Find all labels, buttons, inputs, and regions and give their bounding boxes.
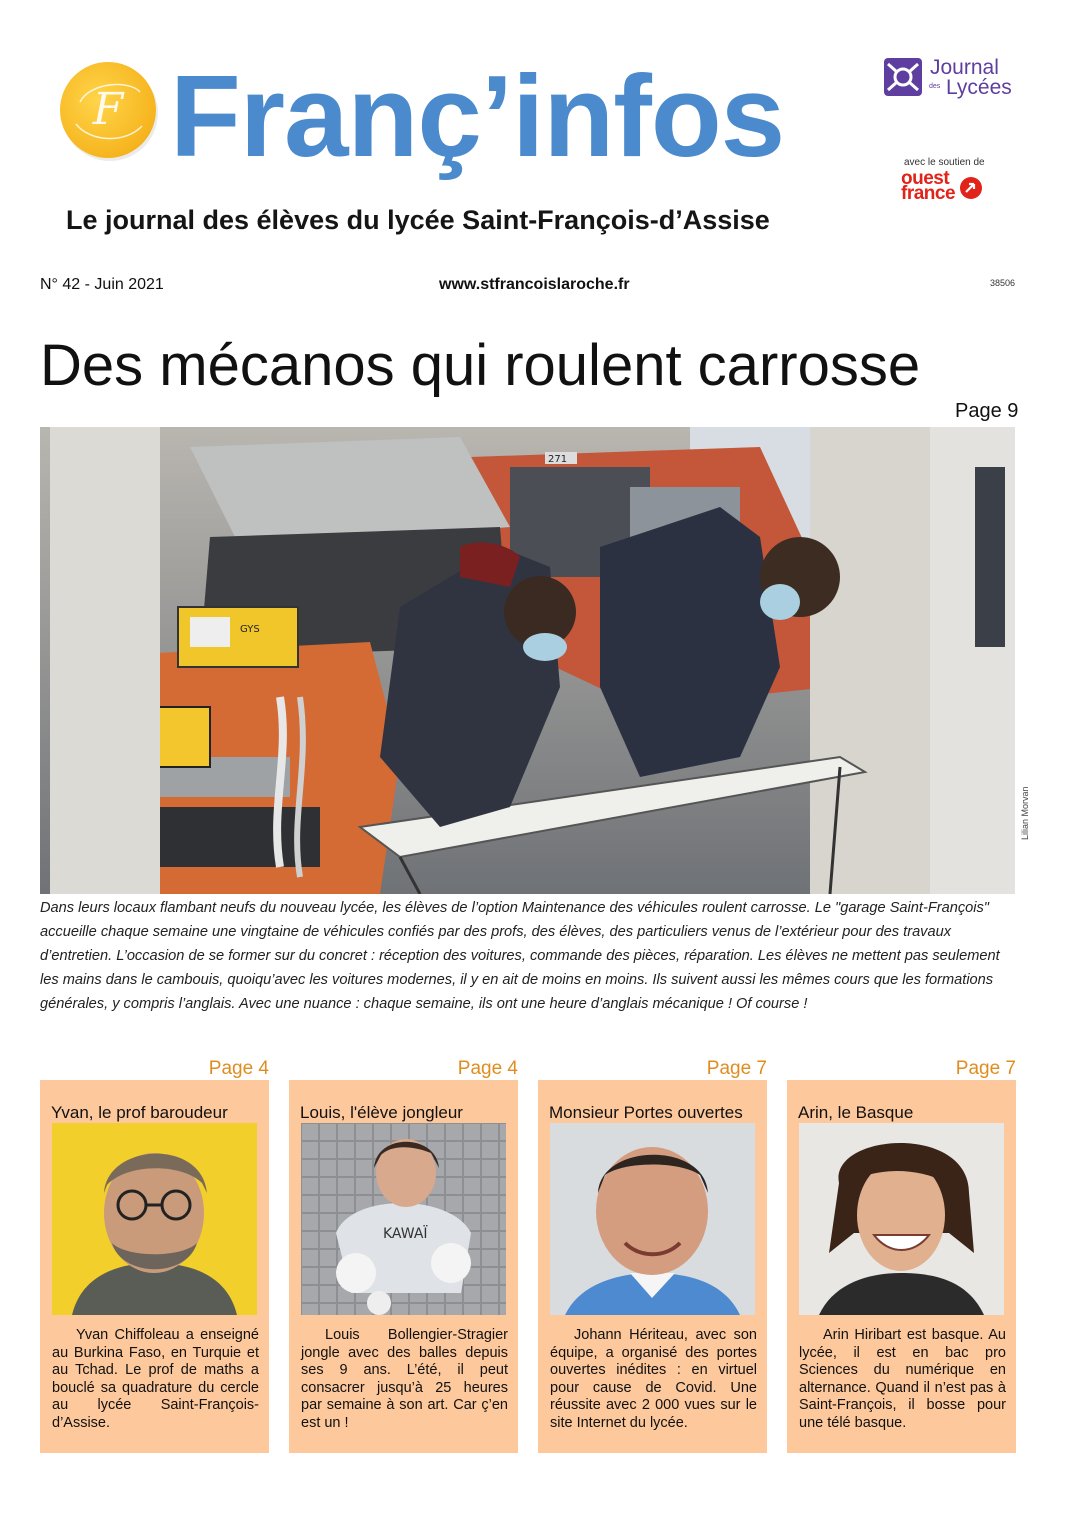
shirt-text: KAWAÏ <box>383 1226 428 1242</box>
ouest-france-word-ouest: ouest <box>901 168 950 189</box>
card-page-ref[interactable]: Page 7 <box>538 1058 767 1080</box>
card-title: Arin, le Basque <box>798 1103 914 1122</box>
main-caption: Dans leurs locaux flambant neufs du nouveau lycée, les élèves de l’option Maintenance des véhicules roulent carrosse. Le "garage Saint-François" accueille chaque semaine une vingtaine de véhicules confiés par des profs, des élèves, des particuliers venus de l’extérieur pour des travaux d’entretien. L’occasion de se former sur du concret : réception des voitures, commande des pièces, réparation. Les élèves ne mettent pas seulement les mains dans le cambouis, quoiqu’avec les voitures modernes, il y en ait de moins en moins. Ils suivent aussi les mêmes cours que les formations générales, y compris l’anglais. Avec une nuance : chaque semaine, ils ont une heure d’anglais mécanique ! Of course ! <box>40 900 1000 1012</box>
card-johann[interactable] <box>538 1058 767 1453</box>
card-title: Louis, l'élève jongleur <box>300 1103 463 1122</box>
jdl-word-des: des <box>929 83 941 90</box>
card-louis[interactable] <box>289 1058 518 1453</box>
main-photo-garage <box>40 427 1015 894</box>
card-text: Arin Hiribart est basque. Au lycée, il est en bac pro Sciences du numérique en alternance. Quand il n’est pas à Saint-François, il bosse pour une télé basque. <box>799 1327 1006 1431</box>
card-photo-yvan <box>52 1123 257 1315</box>
ouest-france-word-france: france <box>901 183 956 204</box>
plate-number: 271 <box>548 454 568 465</box>
headline-page-ref[interactable]: Page 9 <box>955 400 1019 422</box>
headline: Des mécanos qui roulent carrosse <box>40 333 921 398</box>
card-title: Yvan, le prof baroudeur <box>51 1103 228 1122</box>
journal-logo-emblem <box>60 62 156 158</box>
charger-brand: GYS <box>240 624 260 635</box>
card-text: Johann Hériteau, avec son équipe, a organisé des portes ouvertes inédites : en virtuel pour cause de Covid. Une réussite avec 2 000 vues sur le site Internet du lycée. <box>550 1327 757 1431</box>
card-page-ref[interactable]: Page 4 <box>289 1058 518 1080</box>
card-page-ref[interactable]: Page 7 <box>787 1058 1016 1080</box>
issue-code: 38506 <box>990 278 1016 288</box>
jdl-word-lycees: Lycées <box>946 76 1012 99</box>
card-photo-arin <box>799 1123 1004 1315</box>
card-photo-louis <box>301 1123 506 1315</box>
card-text: Louis Bollengier-Stragier jongle avec des balles depuis ses 9 ans. L’été, il peut consacrer jusqu’à 25 heures par semaine à son art. Car ç’en est un ! <box>301 1327 508 1431</box>
support-text: avec le soutien de <box>904 157 985 168</box>
card-photo-johann <box>550 1123 755 1315</box>
card-text: Yvan Chiffoleau a enseigné au Burkina Faso, en Turquie et au Tchad. Le prof de maths a bouclé sa quadrature du cercle au lycée Saint-François-d’Assise. <box>52 1327 259 1431</box>
issue-number-date: N° 42 - Juin 2021 <box>40 276 164 293</box>
ouest-france-logo-icon <box>960 177 982 199</box>
journal-title: Franç’infos <box>170 51 785 181</box>
card-yvan[interactable] <box>40 1058 269 1453</box>
journal-subtitle: Le journal des élèves du lycée Saint-François-d’Assise <box>66 205 770 235</box>
card-page-ref[interactable]: Page 4 <box>40 1058 269 1080</box>
photo-credit: Lilian Morvan <box>1020 786 1030 840</box>
card-title: Monsieur Portes ouvertes <box>549 1103 743 1122</box>
logo-monogram-icon <box>60 62 156 158</box>
website-link[interactable]: www.stfrancoislaroche.fr <box>439 276 630 293</box>
jdl-mark-icon <box>884 58 922 96</box>
logo-letter: F <box>92 84 124 135</box>
card-arin[interactable] <box>787 1058 1016 1453</box>
journal-des-lycees-logo <box>884 56 1024 104</box>
jdl-word-journal: Journal <box>930 56 999 79</box>
